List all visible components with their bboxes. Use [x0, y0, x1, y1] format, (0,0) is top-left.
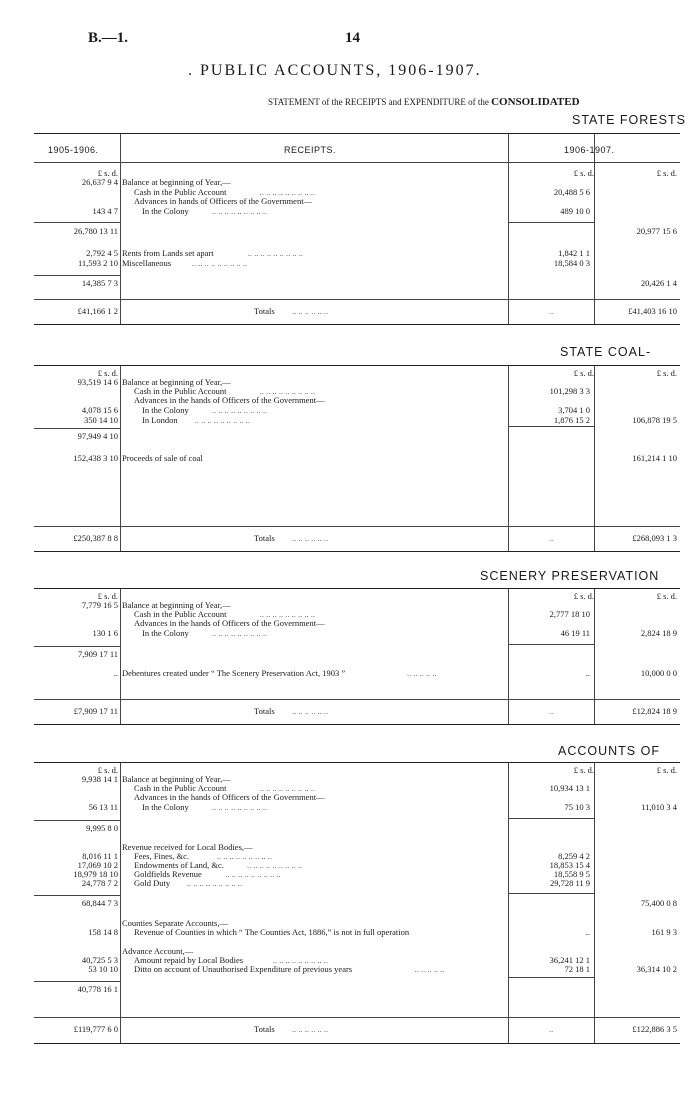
scenery-row-description: Balance at beginning of Year,—: [122, 600, 231, 610]
accounts-row-right-amount: 75,400 0 8: [640, 898, 677, 908]
accounts-row-description: Amount repaid by Local Bodies: [134, 955, 244, 965]
scenery-row-right-amount: 10,000 0 0: [640, 668, 677, 678]
page-title: . PUBLIC ACCOUNTS, 1906-1907.: [188, 62, 482, 79]
scenery-row-leader-dots: .. .. .. .. ..: [406, 668, 437, 678]
coal-lsd-right: £ s. d.: [656, 368, 677, 378]
scenery-row-description: Debentures created under “ The Scenery Preservation Act, 1903 ”: [122, 668, 346, 678]
statement-bold: CONSOLIDATED: [491, 96, 580, 108]
forests-totals-label: Totals: [254, 306, 275, 316]
accounts-row-description: Cash in the Public Account: [134, 783, 227, 793]
accounts-column-rule: [120, 763, 121, 1043]
accounts-row-description: Advance Account,—: [122, 946, 194, 956]
forests-row-right-amount: 20,977 15 6: [636, 226, 677, 236]
scenery-subtotal-rule: [34, 646, 120, 647]
accounts-row-left-amount: 17,069 10 2: [77, 860, 118, 870]
accounts-section-title: ACCOUNTS OF: [558, 744, 660, 758]
accounts-column-rule: [508, 763, 509, 1043]
accounts-row-left-amount: 9,938 14 1: [81, 774, 118, 784]
forests-row-description: Miscellaneous: [122, 258, 172, 268]
coal-row-mid-amount: 1,876 15 2: [553, 415, 590, 425]
scenery-row-mid-amount: 2,777 18 10: [549, 609, 590, 619]
accounts-row-left-amount: 40,725 5 3: [81, 955, 118, 965]
coal-column-rule: [120, 366, 121, 551]
accounts-lsd-left: £ s. d.: [97, 765, 118, 775]
accounts-row-leader-dots: .. .. .. .. .. .. .. .. ..: [246, 860, 303, 870]
coal-row-left-amount: 350 14 10: [84, 415, 118, 425]
accounts-row-description: Revenue of Counties in which “ The Counties Act, 1886,” is not in full operation: [134, 927, 410, 937]
current-year-heading: 1906-1907.: [564, 145, 615, 155]
accounts-row-description: Fees, Fines, &c.: [134, 851, 190, 861]
accounts-row-mid-amount: 18,853 15 4: [549, 860, 590, 870]
accounts-mid-rule: [508, 977, 594, 978]
forests-header-rule: [34, 162, 680, 163]
forests-lsd-right: £ s. d.: [656, 168, 677, 178]
scenery-row-description: In the Colony: [142, 628, 189, 638]
forests-totals-dots: .. .. .. .. .. ..: [292, 306, 329, 316]
coal-row-leader-dots: .. .. .. .. .. .. .. .. ..: [194, 415, 250, 425]
accounts-row-description: Balance at beginning of Year,—: [122, 774, 231, 784]
coal-totals-label: Totals: [254, 533, 275, 543]
accounts-row-leader-dots: .. .. .. .. ..: [414, 964, 445, 974]
accounts-subtotal-rule: [34, 820, 120, 821]
scenery-total-left: £7,909 17 11: [73, 706, 118, 716]
accounts-subtotal-rule: [34, 895, 120, 896]
forests-totals-rule: [34, 299, 680, 300]
forests-table: [34, 133, 680, 325]
forests-row-left-amount: 2,792 4 5: [86, 248, 118, 258]
coal-row-right-amount: 161,214 1 10: [632, 453, 677, 463]
accounts-totals-mid-dots: ..: [549, 1024, 554, 1034]
coal-section-title: STATE COAL-: [560, 345, 652, 359]
accounts-row-mid-amount: 10,934 13 1: [549, 783, 590, 793]
scenery-totals-rule: [34, 699, 680, 700]
coal-column-rule: [508, 366, 509, 551]
accounts-row-description: Gold Duty: [134, 878, 171, 888]
forests-total-right: £41,403 16 10: [628, 306, 677, 316]
forests-row-leader-dots: .. .. .. .. .. .. .. .. ..: [191, 258, 248, 268]
accounts-totals-label: Totals: [254, 1024, 275, 1034]
forests-section-title: STATE FORESTS: [572, 113, 686, 127]
forests-mid-rule: [508, 222, 594, 223]
scenery-row-left-amount: 130 1 6: [92, 628, 118, 638]
statement-prefix: STATEMENT of the RECEIPTS and EXPENDITURE of the: [268, 97, 489, 107]
accounts-totals-dots: .. .. .. .. .. ..: [292, 1024, 329, 1034]
accounts-row-description: Goldfields Revenue: [134, 869, 202, 879]
accounts-row-right-amount: 11,010 3 4: [641, 802, 677, 812]
accounts-row-mid-amount: 36,241 12 1: [549, 955, 590, 965]
page-number: 14: [345, 30, 360, 46]
scenery-row-mid-amount: ..: [585, 668, 590, 678]
accounts-row-leader-dots: .. .. .. .. .. .. .. .. ..: [216, 851, 273, 861]
accounts-mid-rule: [508, 893, 594, 894]
accounts-row-right-amount: 161 9 3: [651, 927, 677, 937]
coal-row-description: Balance at beginning of Year,—: [122, 377, 231, 387]
forests-row-description: Cash in the Public Account: [134, 187, 227, 197]
scenery-row-description: Advances in the hands of Officers of the Government—: [134, 618, 325, 628]
scenery-totals-label: Totals: [254, 706, 275, 716]
accounts-subtotal-rule: [34, 981, 120, 982]
coal-row-description: Advances in the hands of Officers of the Government—: [134, 395, 325, 405]
forests-row-leader-dots: .. .. .. .. .. .. .. .. ..: [247, 248, 304, 258]
coal-row-mid-amount: 3,704 1 0: [558, 405, 590, 415]
scenery-table: [34, 588, 680, 725]
coal-row-description: Cash in the Public Account: [134, 386, 227, 396]
forests-subtotal-rule: [34, 222, 120, 223]
coal-subtotal-rule: [34, 428, 120, 429]
forests-row-left-amount: 14,385 7 3: [81, 278, 118, 288]
scenery-lsd-left: £ s. d.: [97, 591, 118, 601]
coal-row-left-amount: 4,078 15 6: [81, 405, 118, 415]
forests-row-description: In the Colony: [142, 206, 189, 216]
scenery-row-leader-dots: .. .. .. .. .. .. .. .. ..: [211, 628, 268, 638]
forests-row-left-amount: 26,637 9 4: [81, 177, 118, 187]
accounts-row-mid-amount: ..: [585, 927, 590, 937]
accounts-table: [34, 762, 680, 1044]
accounts-total-left: £119,777 6 0: [73, 1024, 118, 1034]
accounts-row-leader-dots: .. .. .. .. .. .. .. .. ..: [225, 869, 281, 879]
scenery-row-left-amount: 7,909 17 11: [77, 649, 118, 659]
coal-row-leader-dots: .. .. .. .. .. .. .. .. ..: [259, 386, 316, 396]
forests-row-description: Rents from Lands set apart: [122, 248, 214, 258]
scenery-row-left-amount: 7,779 16 5: [81, 600, 118, 610]
coal-row-description: In the Colony: [142, 405, 189, 415]
accounts-row-mid-amount: 75 10 3: [564, 802, 590, 812]
forests-row-left-amount: 26,780 13 11: [73, 226, 118, 236]
forests-row-leader-dots: .. .. .. .. .. .. .. .. ..: [211, 206, 268, 216]
forests-lsd-left: £ s. d.: [97, 168, 118, 178]
coal-row-left-amount: 93,519 14 6: [77, 377, 118, 387]
accounts-row-mid-amount: 8,259 4 2: [558, 851, 590, 861]
accounts-row-left-amount: 18,979 18 10: [73, 869, 118, 879]
accounts-row-description: Counties Separate Accounts,—: [122, 918, 228, 928]
accounts-row-description: In the Colony: [142, 802, 189, 812]
coal-row-right-amount: 106,878 19 5: [632, 415, 677, 425]
coal-row-description: In London: [142, 415, 178, 425]
prev-year-heading: 1905-1906.: [48, 145, 99, 155]
coal-column-rule: [594, 366, 595, 551]
scenery-total-right: £12,824 18 9: [632, 706, 677, 716]
accounts-row-left-amount: 24,778 7 2: [81, 878, 118, 888]
forests-row-description: Advances in hands of Officers of the Government—: [134, 196, 313, 206]
coal-lsd-left: £ s. d.: [97, 368, 118, 378]
coal-mid-rule: [508, 426, 594, 427]
accounts-mid-rule: [508, 818, 594, 819]
accounts-totals-rule: [34, 1017, 680, 1018]
accounts-row-leader-dots: .. .. .. .. .. .. .. .. ..: [186, 878, 242, 888]
forests-row-mid-amount: 489 10 0: [560, 206, 590, 216]
scenery-column-rule: [508, 589, 509, 724]
receipts-heading: RECEIPTS.: [284, 145, 337, 155]
forests-totals-mid-dots: ..: [549, 306, 554, 316]
accounts-row-leader-dots: .. .. .. .. .. .. .. .. ..: [272, 955, 328, 965]
coal-totals-mid-dots: ..: [549, 533, 554, 543]
forests-row-mid-amount: 1,842 1 1: [558, 248, 590, 258]
coal-total-left: £250,387 8 8: [73, 533, 118, 543]
accounts-row-right-amount: 36,314 10 2: [636, 964, 677, 974]
accounts-row-leader-dots: .. .. .. .. .. .. .. .. ..: [259, 783, 316, 793]
accounts-row-description: Advances in the hands of Officers of the Government—: [134, 792, 325, 802]
coal-total-right: £268,093 1 3: [632, 533, 677, 543]
forests-row-description: Balance at beginning of Year,—: [122, 177, 231, 187]
coal-totals-dots: .. .. .. .. .. ..: [292, 533, 329, 543]
accounts-row-left-amount: 68,844 7 3: [81, 898, 118, 908]
scenery-section-title: SCENERY PRESERVATION: [480, 569, 660, 583]
coal-row-left-amount: 97,949 4 10: [77, 431, 118, 441]
accounts-column-rule: [594, 763, 595, 1043]
forests-row-left-amount: 143 4 7: [92, 206, 118, 216]
accounts-row-description: Ditto on account of Unauthorised Expenditure of previous years: [134, 964, 353, 974]
forests-row-left-amount: 11,593 2 10: [77, 258, 118, 268]
scenery-mid-rule: [508, 644, 594, 645]
accounts-row-left-amount: 56 13 11: [88, 802, 118, 812]
scenery-row-leader-dots: .. .. .. .. .. .. .. .. ..: [259, 609, 316, 619]
forests-row-right-amount: 20,426 1 4: [640, 278, 677, 288]
forests-row-mid-amount: 20,488 5 6: [553, 187, 590, 197]
accounts-lsd-mid: £ s. d.: [573, 765, 594, 775]
accounts-row-left-amount: 158 14 8: [88, 927, 118, 937]
page-reference: B.—1.: [88, 30, 129, 46]
accounts-row-mid-amount: 29,728 11 9: [549, 878, 590, 888]
scenery-column-rule: [120, 589, 121, 724]
coal-table: [34, 365, 680, 552]
forests-total-left: £41,166 1 2: [77, 306, 118, 316]
scenery-totals-mid-dots: ..: [549, 706, 554, 716]
scenery-row-mid-amount: 46 19 11: [560, 628, 590, 638]
coal-row-description: Proceeds of sale of coal: [122, 453, 203, 463]
scenery-row-description: Cash in the Public Account: [134, 609, 227, 619]
scenery-row-right-amount: 2,824 18 9: [640, 628, 677, 638]
scenery-lsd-right: £ s. d.: [656, 591, 677, 601]
coal-row-leader-dots: .. .. .. .. .. .. .. .. ..: [211, 405, 268, 415]
accounts-lsd-right: £ s. d.: [656, 765, 677, 775]
forests-row-mid-amount: 18,584 0 3: [553, 258, 590, 268]
forests-subtotal-rule: [34, 275, 120, 276]
accounts-row-left-amount: 9,995 8 0: [86, 823, 118, 833]
accounts-row-description: Endowments of Land, &c.: [134, 860, 224, 870]
accounts-row-left-amount: 8,016 11 1: [82, 851, 118, 861]
scenery-totals-dots: .. .. .. .. .. ..: [292, 706, 329, 716]
coal-lsd-mid: £ s. d.: [573, 368, 594, 378]
forests-lsd-mid: £ s. d.: [573, 168, 594, 178]
scenery-column-rule: [594, 589, 595, 724]
scenery-row-left-amount: ..: [113, 668, 118, 678]
coal-row-left-amount: 152,438 3 10: [73, 453, 118, 463]
accounts-row-mid-amount: 72 18 1: [564, 964, 590, 974]
forests-row-leader-dots: .. .. .. .. .. .. .. .. ..: [259, 187, 316, 197]
coal-totals-rule: [34, 526, 680, 527]
accounts-total-right: £122,886 3 5: [632, 1024, 677, 1034]
accounts-row-leader-dots: .. .. .. .. .. .. .. .. ..: [211, 802, 268, 812]
scenery-lsd-mid: £ s. d.: [573, 591, 594, 601]
accounts-row-mid-amount: 18,558 9 5: [553, 869, 590, 879]
coal-row-mid-amount: 101,298 3 3: [549, 386, 590, 396]
accounts-row-left-amount: 40,778 16 1: [77, 984, 118, 994]
accounts-row-description: Revenue received for Local Bodies,—: [122, 842, 253, 852]
statement-heading: [268, 96, 580, 108]
accounts-row-left-amount: 53 10 10: [88, 964, 118, 974]
